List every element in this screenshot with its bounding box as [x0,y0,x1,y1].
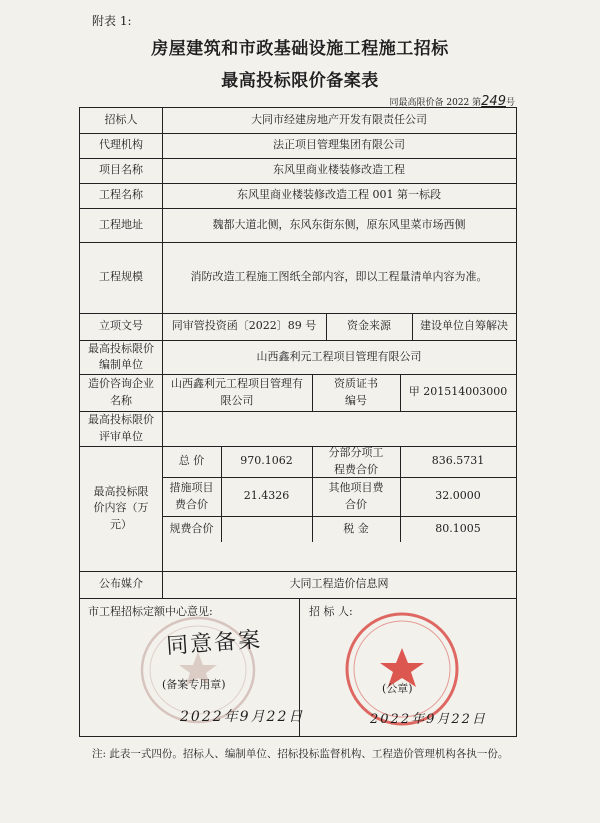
filing-table [79,107,517,737]
address-value: 魏都大道北侧，东风东街东侧，原东风里菜市场西侧 [212,217,466,231]
agency-value: 法正项目管理集团有限公司 [273,138,405,152]
tax-label: 税 金 [343,521,369,535]
attachment-label: 附表 1: [92,14,132,28]
filing-seal-note: (备案专用章) [162,678,226,691]
media-label: 公布媒介 [99,577,143,591]
approval-label: 立项文号 [99,319,143,333]
fund-source-label: 资金来源 [347,319,391,333]
project-name-label: 项目名称 [99,163,143,177]
fee-value [221,516,312,542]
media-value: 大同工程造价信息网 [289,577,389,591]
center-opinion-title: 市工程招标定额中心意见: [88,605,213,618]
consult-label: 造价咨询企业名称 [88,377,154,407]
total-value: 970.1062 [240,454,293,468]
limit-label: 最高投标限价内容（万元） [93,484,149,531]
title-line-2: 最高投标限价备案表 [221,71,379,91]
project-name-value: 东风里商业楼装修改造工程 [273,163,405,177]
tenderer-label: 招标人 [104,113,138,127]
fee-label: 规费合价 [169,521,214,535]
tenderer-value: 大同市经建房地产开发有限责任公司 [251,113,427,127]
consult-value: 山西鑫利元工程项目管理有限公司 [171,377,303,407]
total-label: 总 价 [178,454,205,468]
cert-label: 资质证书编号 [334,377,378,407]
subitem-value: 836.5731 [431,454,485,468]
other-label: 其他项目费合价 [328,481,384,511]
center-date: 2022年9月22日 [180,709,305,725]
scale-label: 工程规模 [99,270,143,284]
other-value: 32.0000 [435,489,481,503]
company-seal-note: (公章) [382,682,413,695]
fund-source-value: 建设单位自筹解决 [420,319,508,333]
approval-value: 同审管投资函〔2022〕89 号 [171,319,317,333]
scale-value: 消防改造工程施工图纸全部内容，即以工程量清单内容为准。 [190,270,488,284]
agency-label: 代理机构 [99,138,143,152]
footnote: 注: 此表一式四份。招标人、编制单位、招标投标监督机构、工程造价管理机构各执一份。 [92,748,509,760]
cert-value: 甲 201514003000 [408,385,508,399]
title-line-1: 房屋建筑和市政基础设施工程施工招标 [151,39,449,59]
record-number-value: 249 [481,94,506,109]
engineering-name-label: 工程名称 [99,188,143,202]
tax-value: 80.1005 [435,521,481,535]
approval-handwriting: 同意备案 [165,627,263,660]
subitem-label: 分部分项工程费合价 [328,446,384,476]
tenderer-date: 2022年9月22日 [370,712,487,727]
compiler-label: 最高投标限价编制单位 [88,341,154,371]
reviewer-label: 最高投标限价评审单位 [88,413,154,443]
measure-label: 措施项目费合价 [169,481,214,511]
compiler-value: 山西鑫利元工程项目管理有限公司 [256,349,422,363]
measure-value: 21.4326 [243,489,290,503]
record-prefix: 同最高限价备 2022 第 [389,98,482,108]
address-label: 工程地址 [99,217,143,231]
engineering-name-value: 东风里商业楼装修改造工程 001 第一标段 [237,188,441,202]
tenderer-sign-title: 招 标 人: [309,605,353,618]
record-suffix: 号 [505,98,515,108]
reviewer-value [162,411,516,446]
